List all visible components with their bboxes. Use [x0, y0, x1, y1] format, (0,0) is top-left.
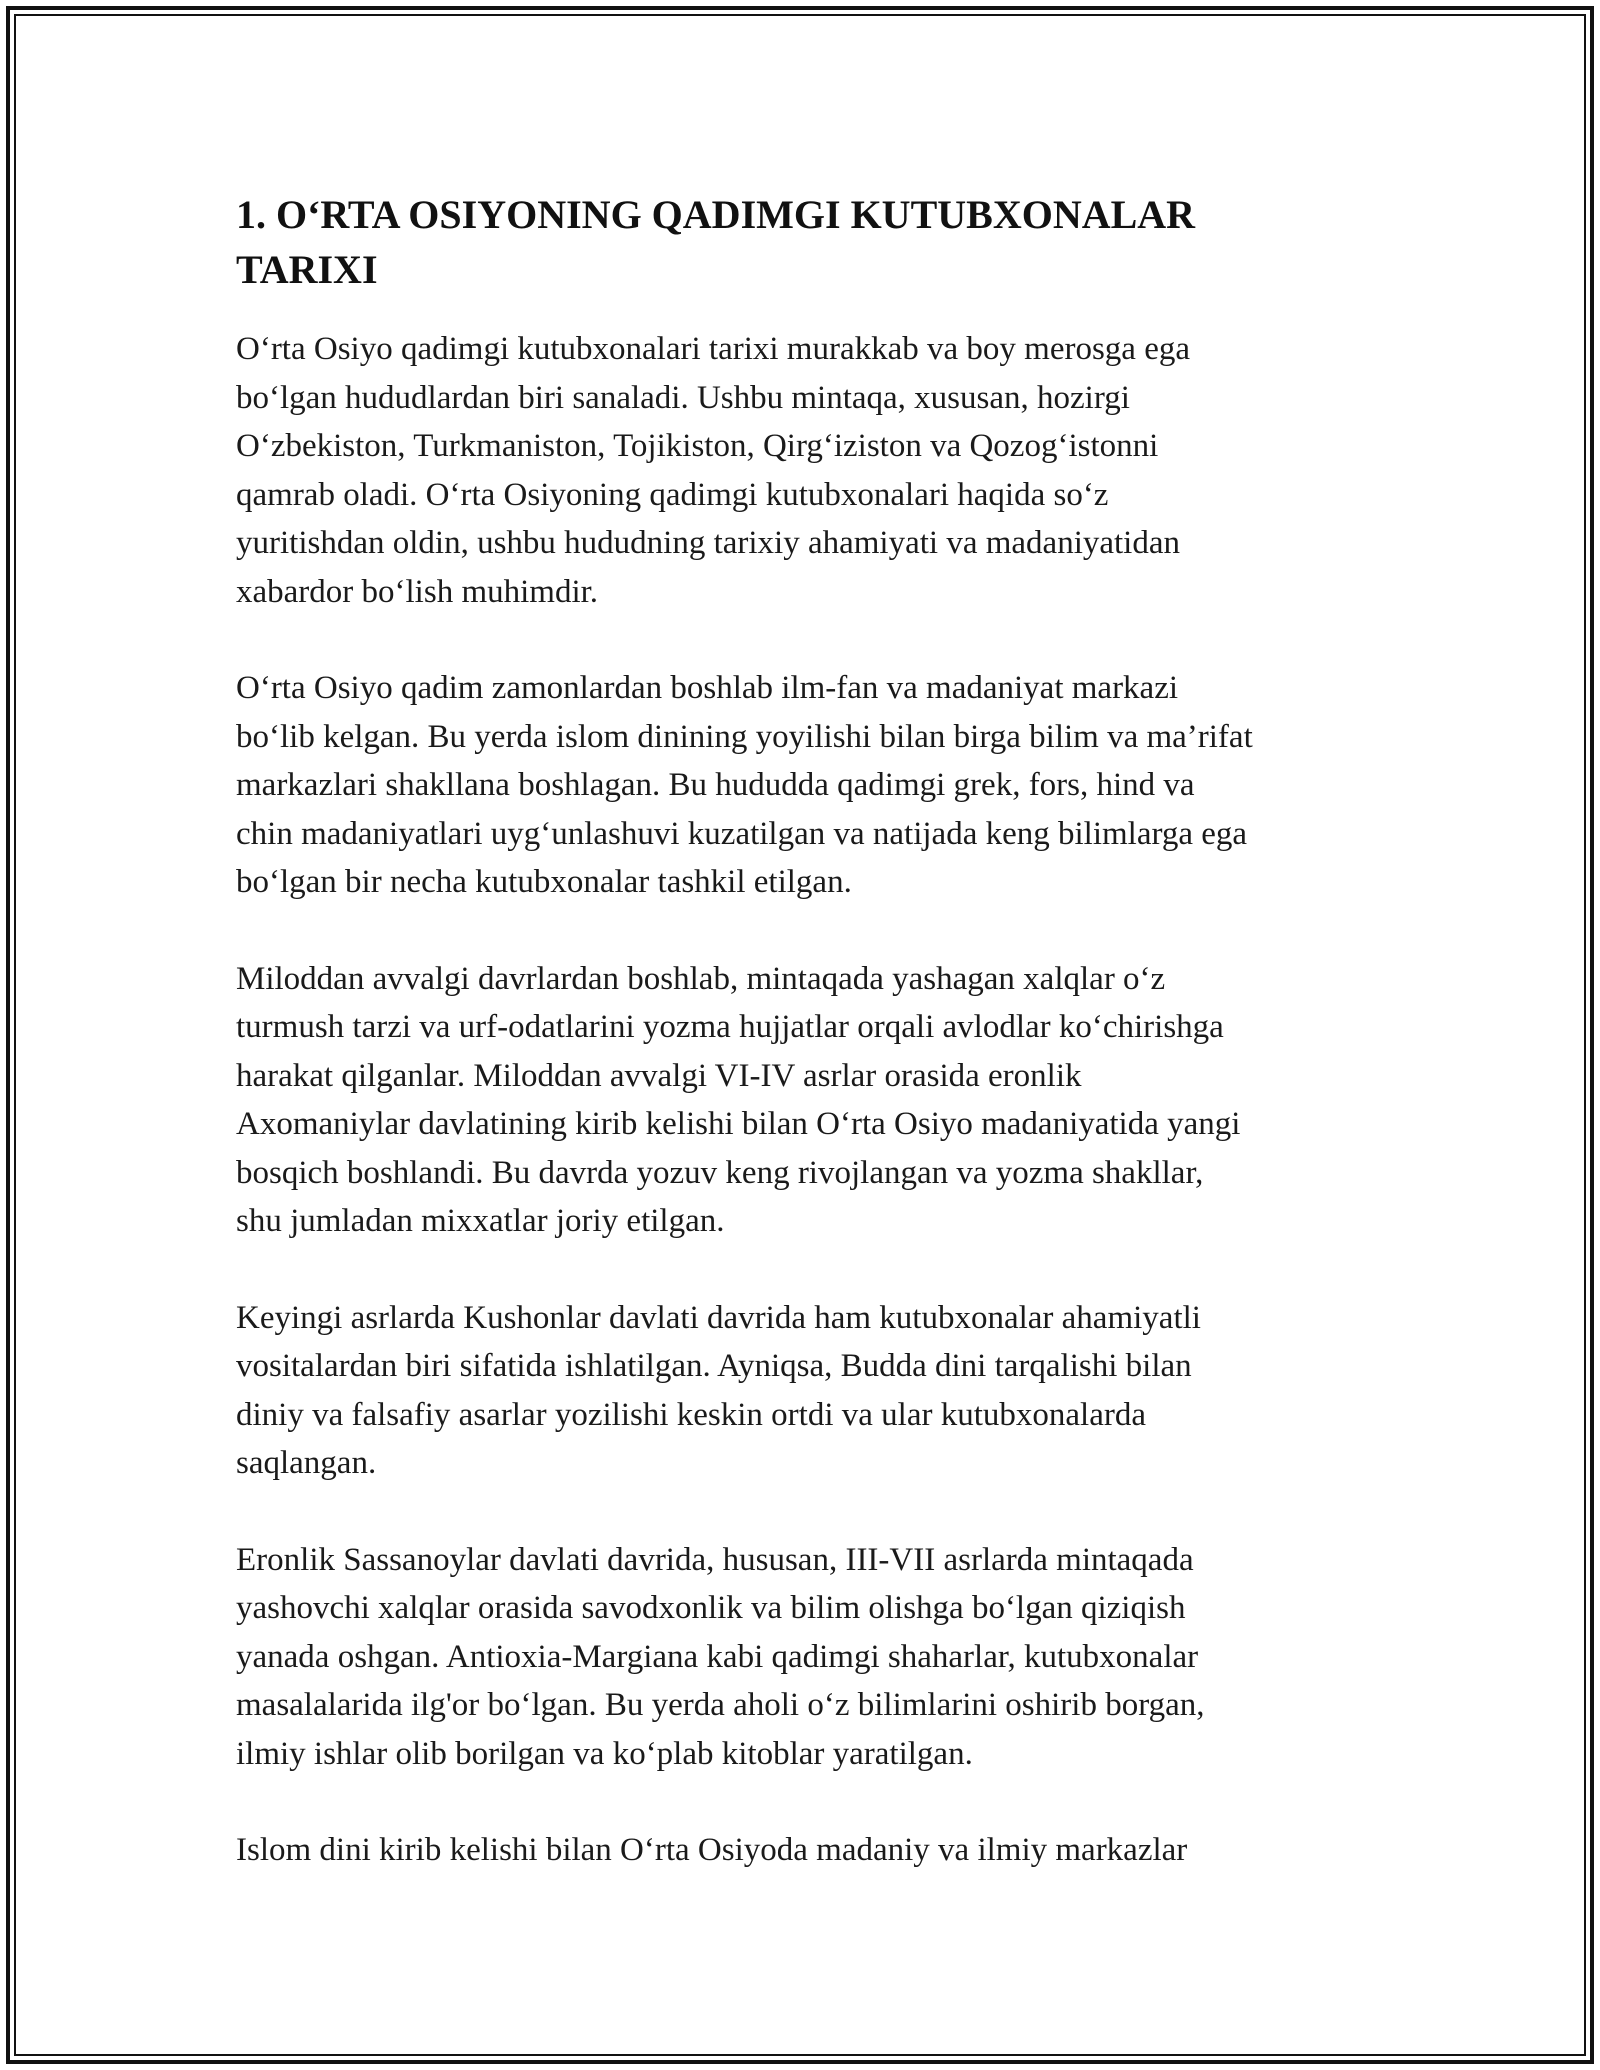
text-line: harakat qilganlar. Miloddan avvalgi VI-IV asrlar orasida eronlik	[236, 1057, 1082, 1094]
text-line: Eronlik Sassanoylar davlati davrida, hususan, III-VII asrlarda mintaqada	[236, 1541, 1194, 1578]
heading-line: 1. O‘RTA OSIYONING QADIMGI KUTUBXONALAR	[236, 192, 1196, 237]
text-line: bosqich boshlandi. Bu davrda yozuv keng rivojlangan va yozma shakllar,	[236, 1154, 1204, 1191]
text-line: turmush tarzi va urf-odatlarini yozma hujjatlar orqali avlodlar ko‘chirishga	[236, 1009, 1224, 1045]
text-line: bo‘lgan hududlardan biri sanaladi. Ushbu mintaqa, xususan, hozirgi	[236, 379, 1130, 416]
text-line: O‘rta Osiyo qadim zamonlardan boshlab ilm-fan va madaniyat markazi	[236, 670, 1179, 706]
text-line: yanada oshgan. Antioxia-Margiana kabi qadimgi shaharlar, kutubxonalar	[236, 1638, 1199, 1675]
text-line: Axomaniylar davlatining kirib kelishi bilan O‘rta Osiyo madaniyatida yangi	[236, 1106, 1241, 1142]
text-line: Islom dini kirib kelishi bilan O‘rta Osiyoda madaniy va ilmiy markazlar	[236, 1832, 1188, 1868]
text-line: O‘zbekiston, Turkmaniston, Tojikiston, Qirg‘iziston va Qozog‘istonni	[236, 428, 1159, 464]
text-line: Keyingi asrlarda Kushonlar davlati davrida ham kutubxonalar ahamiyatli	[236, 1299, 1201, 1336]
text-line: shu jumladan mixxatlar joriy etilgan.	[236, 1203, 725, 1239]
text-line: chin madaniyatlari uyg‘unlashuvi kuzatilgan va natijada keng bilimlarga ega	[236, 815, 1248, 852]
text-line: Miloddan avvalgi davrlardan boshlab, mintaqada yashagan xalqlar o‘z	[236, 960, 1166, 997]
text-line: qamrab oladi. O‘rta Osiyoning qadimgi kutubxonalari haqida so‘z	[236, 476, 1109, 513]
text-line: yuritishdan oldin, ushbu hududning tarixiy ahamiyati va madaniyatidan	[236, 525, 1180, 561]
section-heading	[236, 187, 1376, 297]
paragraph	[236, 1294, 1376, 1488]
text-line: bo‘lib kelgan. Bu yerda islom dinining yoyilishi bilan birga bilim va ma’rifat	[236, 718, 1253, 755]
text-line: bo‘lgan bir necha kutubxonalar tashkil etilgan.	[236, 864, 852, 900]
text-line: yashovchi xalqlar orasida savodxonlik va bilim olishga bo‘lgan qiziqish	[236, 1590, 1186, 1626]
heading-line: TARIXI	[236, 247, 378, 292]
text-line: ilmiy ishlar olib borilgan va ko‘plab kitoblar yaratilgan.	[236, 1735, 973, 1772]
paragraph	[236, 1826, 1376, 1875]
paragraph	[236, 955, 1376, 1246]
paragraph	[236, 325, 1376, 616]
text-line: vositalardan biri sifatida ishlatilgan. Ayniqsa, Budda dini tarqalishi bilan	[236, 1348, 1192, 1384]
text-line: O‘rta Osiyo qadimgi kutubxonalari tarixi murakkab va boy merosga ega	[236, 331, 1190, 367]
paragraph	[236, 664, 1376, 907]
document-body	[236, 187, 1376, 1923]
paragraph	[236, 1536, 1376, 1779]
text-line: xabardor bo‘lish muhimdir.	[236, 573, 599, 610]
text-line: masalalarida ilg'or bo‘lgan. Bu yerda aholi o‘z bilimlarini oshirib borgan,	[236, 1687, 1205, 1723]
text-line: saqlangan.	[236, 1445, 377, 1481]
text-line: diniy va falsafiy asarlar yozilishi keskin ortdi va ular kutubxonalarda	[236, 1396, 1146, 1433]
text-line: markazlari shakllana boshlagan. Bu hududda qadimgi grek, fors, hind va	[236, 767, 1195, 803]
